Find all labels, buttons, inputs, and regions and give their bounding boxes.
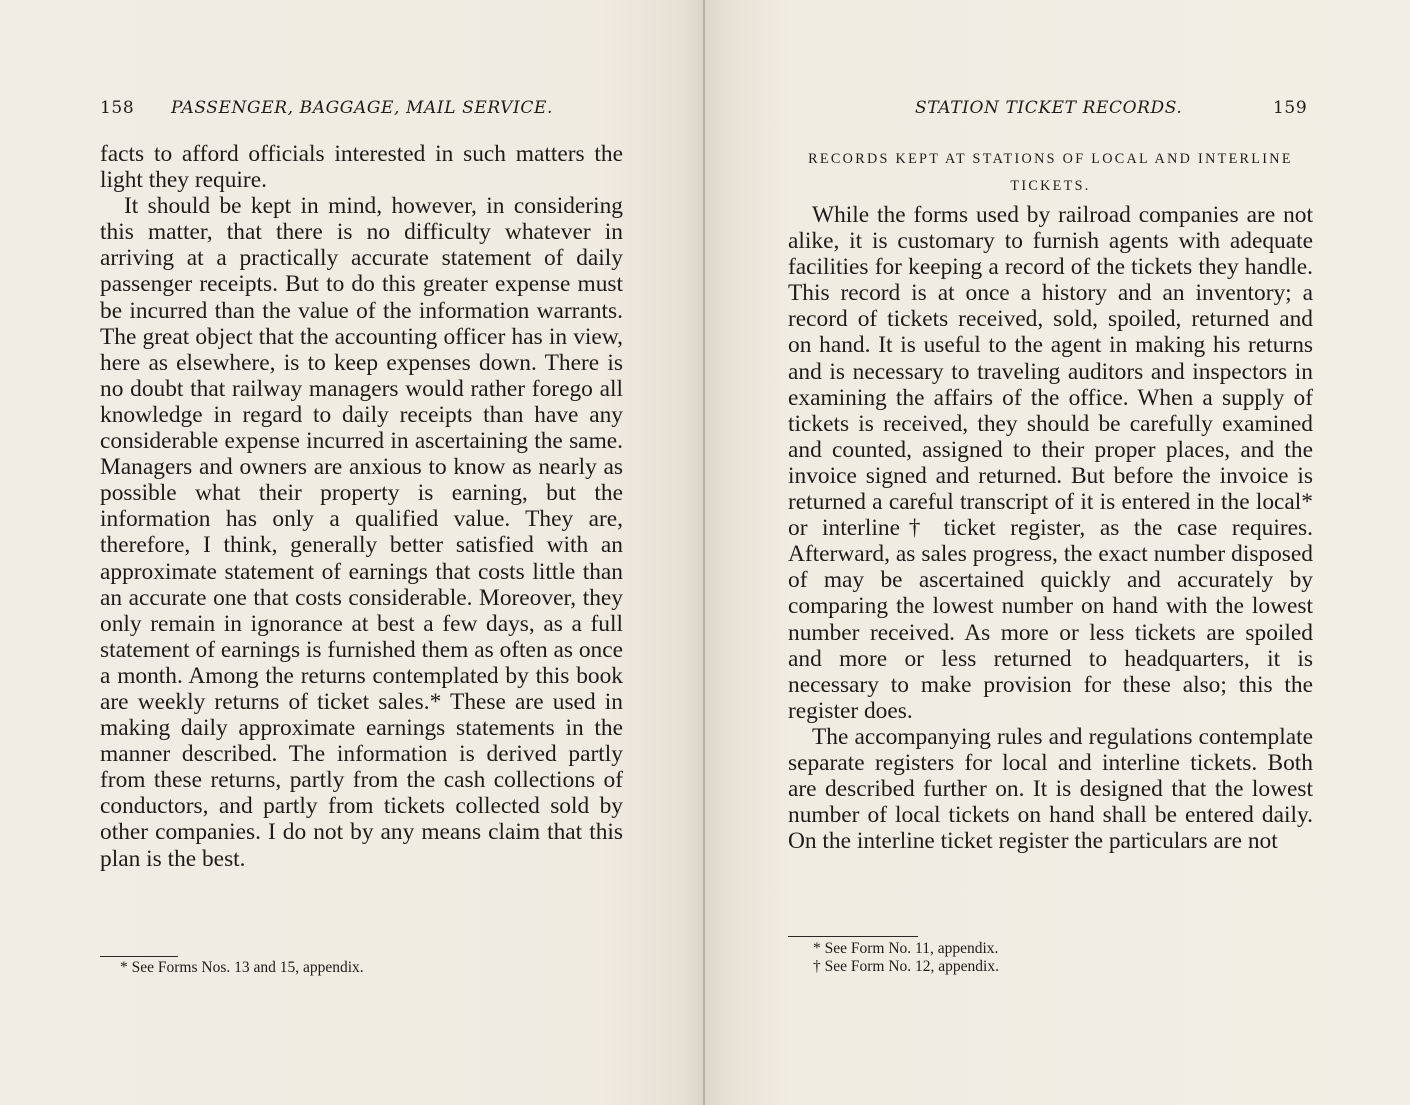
right-running-title: STATION TICKET RECORDS. [915, 98, 1183, 118]
left-running-title: PASSENGER, BAGGAGE, MAIL SERVICE. [171, 98, 553, 118]
left-footnote: * See Forms Nos. 13 and 15, appendix. [120, 959, 364, 976]
right-footnote: † See Form No. 12, appendix. [813, 958, 999, 975]
right-footnote: * See Form No. 11, appendix. [813, 940, 999, 957]
left-paragraph: It should be kept in mind, however, in considering this matter, that there is no difficulty whatever in arriving at a practically accurate statement of daily passenger receipts. But to do this greater expense must be incurred than the value of the information warrants. The great object that the accounting officer has in view, here as elsewhere, is to keep expenses down. There is no doubt that railway managers would rather forego all knowledge in regard to daily receipts than have any considerable expense incurred in ascertaining the same. Managers and owners are anxious to know as nearly as possible what their property is earning, but the information has only a qualified value. They are, therefore, I think, generally better satisfied with an approximate statement of earnings that costs little than an accurate one that costs considerable. Moreover, they only remain in ignorance at best a few days, as a full statement of earnings is furnished them as often as once a month. Among the returns contemplated by this book are weekly returns of ticket sales.* These are used in making daily approximate earnings statements in the manner described. The information is derived partly from these returns, partly from the cash collections of conductors, and partly from tickets collected sold by other companies. I do not by any means claim that this plan is the best. [100, 193, 623, 872]
right-page [705, 0, 1410, 1105]
section-heading: RECORDS KEPT AT STATIONS OF LOCAL AND INTERLINE TICKETS. [808, 151, 1293, 194]
right-body-text [788, 202, 1313, 854]
right-paragraph: While the forms used by railroad companies are not alike, it is customary to furnish agents with adequate facilities for keeping a record of the tickets they handle. This record is at once a history and an inventory; a record of tickets received, sold, spoiled, returned and on hand. It is useful to the agent in making his returns and is necessary to traveling auditors and inspectors in examining the affairs of the office. When a supply of tickets is received, they should be carefully examined and counted, assigned to their proper places, and the invoice signed and returned. But before the invoice is returned a careful transcript of it is entered in the local* or interline† ticket register, as the case requires. Afterward, as sales progress, the exact number disposed of may be ascertained quickly and accurately by comparing the lowest number on hand with the lowest number received. As more or less tickets are spoiled and more or less returned to headquarters, it is necessary to make provision for these also; this the register does. [788, 202, 1313, 724]
footnote-rule [788, 936, 918, 937]
right-paragraph: The accompanying rules and regulations contemplate separate registers for local and interline tickets. Both are described further on. It is designed that the lowest number of local tickets on hand shall be entered daily. On the interline ticket register the particulars are not [788, 723, 1313, 855]
left-paragraph: facts to afford officials interested in such matters the light they require. [100, 141, 623, 194]
left-page-number: 158 [100, 98, 135, 118]
footnote-rule [100, 956, 178, 957]
right-page-number: 159 [1273, 98, 1308, 118]
left-body-text [100, 141, 623, 872]
